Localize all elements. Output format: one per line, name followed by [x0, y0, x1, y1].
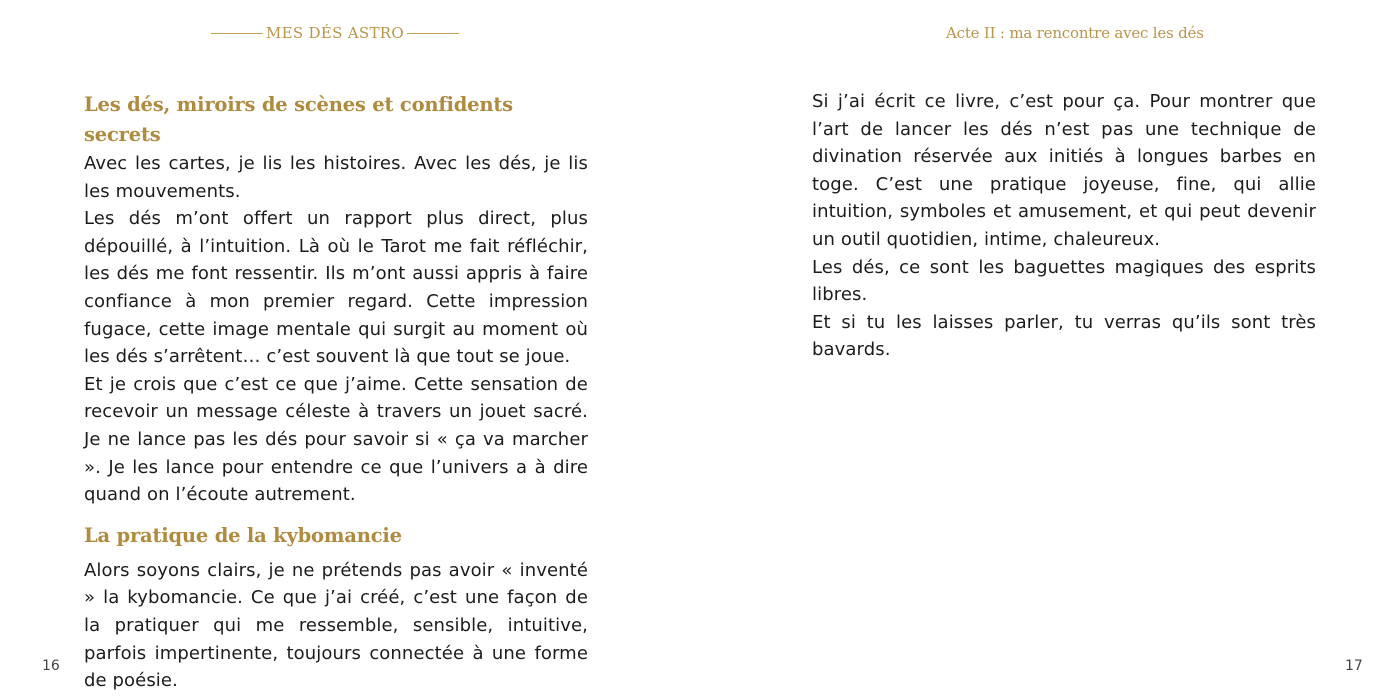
paragraph: Si j’ai écrit ce livre, c’est pour ça. Pour montrer que l’art de lancer les dés n’est pas une technique de divination réservée aux initiés à longues barbes en toge. C’est une pratique joyeuse, fine, qui allie intuition, symboles et amusement, et qui peut devenir un outil quotidien, intime, chaleureux.	[812, 91, 1316, 250]
section-heading-des-miroirs: Les dés, miroirs de scènes et confidents secrets	[84, 93, 513, 146]
paragraph: Avec les cartes, je lis les histoires. Avec les dés, je lis les mouvements.	[84, 153, 588, 202]
running-head-chapter-title: Acte II : ma rencontre avec les dés	[946, 24, 1204, 42]
paragraph: Et si tu les laisses parler, tu verras qu’ils sont très bavards.	[812, 311, 1316, 361]
running-head-left	[211, 24, 459, 42]
page-number-right: 17	[1345, 658, 1363, 674]
left-text-column	[84, 90, 588, 695]
paragraph: Et je crois que c’est ce que j’aime. Cette sensation de recevoir un message céleste à travers un jouet sacré. Je ne lance pas les dés pour savoir si « ça va marcher ». Je les lance pour entendre ce que l’univers a à dire quand on l’écoute autrement.	[84, 373, 588, 506]
paragraph: Alors soyons clairs, je ne prétends pas avoir « inventé » la kybomancie. Ce que j’ai créé, c’est une façon de la pratiquer qui me ressemble, sensible, intuitive, parfois impertinente, toujours connectée à une forme de poésie.	[84, 559, 588, 692]
running-head-rule-right	[407, 33, 459, 34]
right-text-column	[812, 88, 1316, 364]
right-page	[700, 0, 1400, 700]
running-head-rule-left	[211, 33, 263, 34]
page-number-left: 16	[42, 658, 60, 674]
paragraph: Les dés, ce sont les baguettes magiques des esprits libres.	[812, 256, 1316, 306]
running-head-book-title: MES DÉS ASTRO	[266, 24, 404, 42]
section-heading-kybomancie: La pratique de la kybomancie	[84, 523, 402, 547]
paragraph: Les dés m’ont offert un rapport plus direct, plus dépouillé, à l’intuition. Là où le Tarot me fait réfléchir, les dés me font ressentir. Ils m’ont aussi appris à faire confiance à mon premier regard. Cette impression fugace, cette image mentale qui surgit au moment où les dés s’arrêtent… c’est souvent là que tout se joue.	[84, 208, 588, 368]
